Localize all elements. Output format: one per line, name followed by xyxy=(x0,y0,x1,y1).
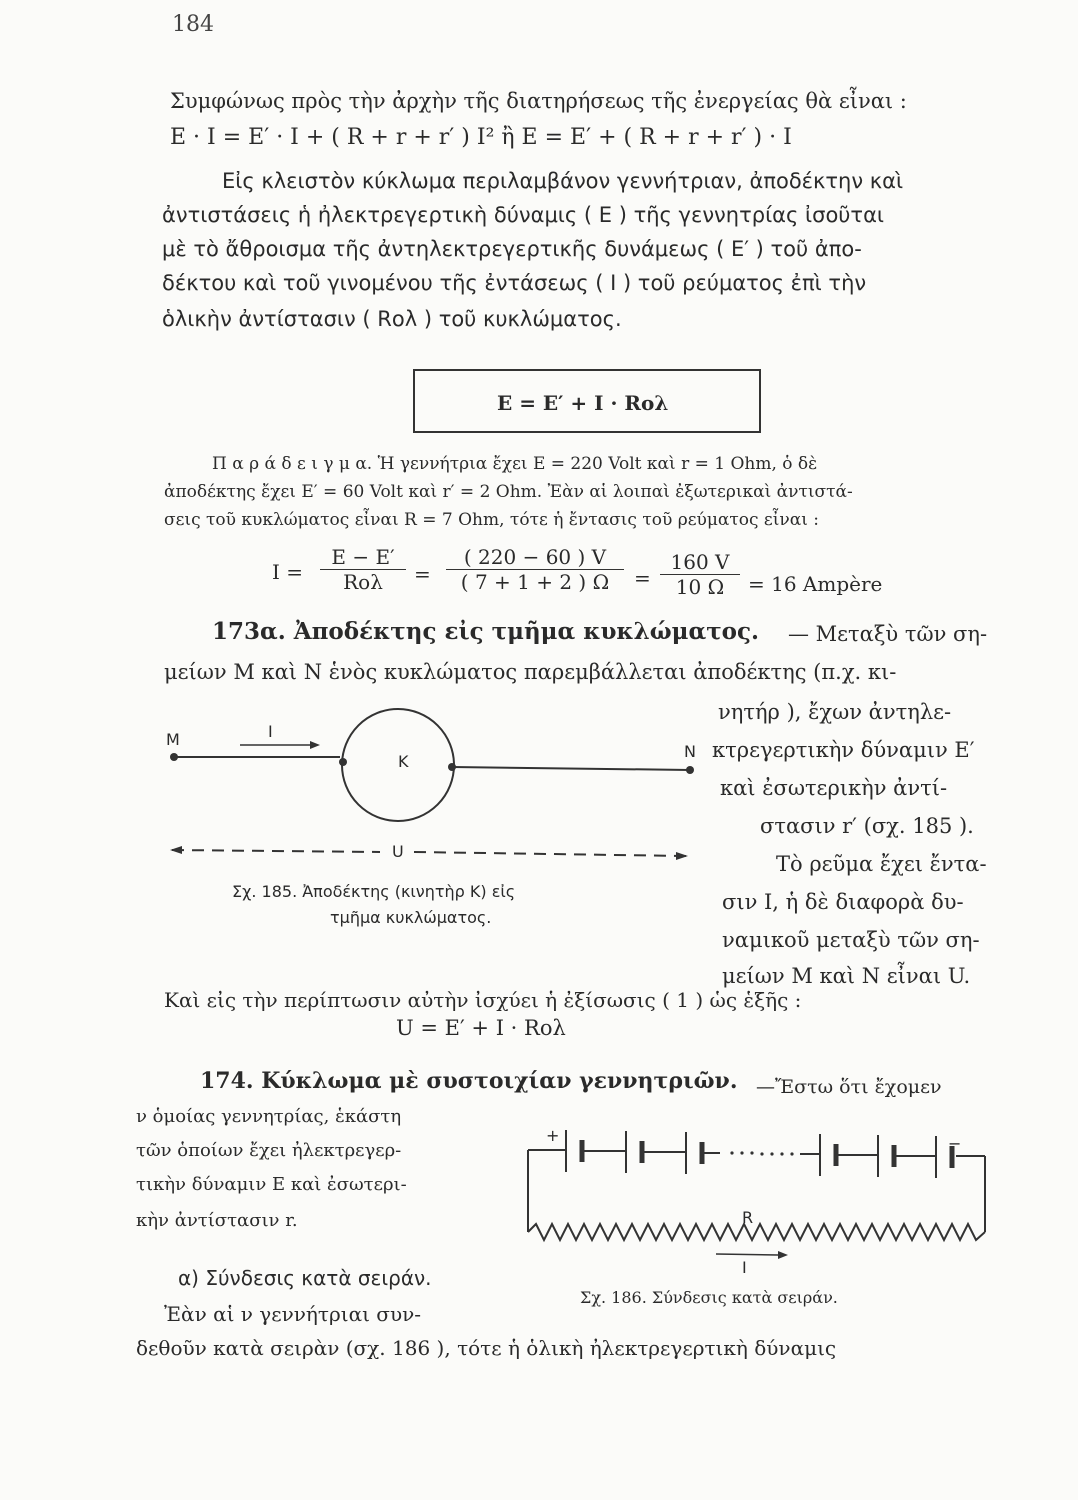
ellipsis-dot-4 xyxy=(760,1152,763,1155)
side-line-5: Τὸ ρεῦμα ἔχει ἔντα- xyxy=(776,852,987,876)
boxed-formula: E = E′ + I · Rολ xyxy=(497,391,669,415)
figure-185-label-m: M xyxy=(166,730,180,749)
section-173a-after-line: Καὶ εἰς τὴν περίπτωσιν αὐτὴν ἰσχύει ἡ ἐξίσωσις ( 1 ) ὡς ἑξῆς : xyxy=(164,988,802,1012)
intro-line: Συμφώνως πρὸς τὴν ἀρχὴν τῆς διατηρήσεως τῆς ἐνεργείας θὰ εἶναι : xyxy=(170,89,907,113)
energy-equation: E · I = E′ · I + ( R + r + r′ ) I² ἢ E = E′ + ( R + r + r′ ) · I xyxy=(170,125,792,150)
side-line-1: νητήρ ), ἔχων ἀντηλε- xyxy=(718,700,952,724)
section-174-subheading: α) Σύνδεσις κατὰ σειράν. xyxy=(178,1266,432,1290)
section-174-para-line-2: δεθοῦν κατὰ σειρὰν (σχ. 186 ), τότε ἡ ὁλικὴ ἠλεκτρεγερτικὴ δύναμις xyxy=(136,1336,837,1360)
example-line-3: σεις τοῦ κυκλώματος εἶναι R = 7 Ohm, τότε ἡ ἔντασις τοῦ ρεύματος εἶναι : xyxy=(164,510,820,530)
caption-185-line-2: τμῆμα κυκλώματος. xyxy=(330,908,492,927)
figure-185-label-k: K xyxy=(398,752,409,771)
caption-186: Σχ. 186. Σύνδεσις κατὰ σειράν. xyxy=(580,1288,838,1307)
section-173a-heading: 173α. Ἀποδέκτης εἰς τμῆμα κυκλώματος. xyxy=(212,618,760,645)
figure-186-label-plus: + xyxy=(546,1126,560,1145)
example-line-2: ἀποδέκτης ἔχει E′ = 60 Volt καὶ r′ = 2 Ohm. Ἐὰν αἱ λοιπαὶ ἐξωτερικαὶ ἀντιστά- xyxy=(164,482,853,502)
ellipsis-dot-3 xyxy=(750,1151,753,1154)
ellipsis-dot-5 xyxy=(770,1152,773,1155)
calc-fraction-1-denominator: Rολ xyxy=(343,570,383,594)
rule-line-2: ἀντιστάσεις ἡ ἠλεκτρεγερτικὴ δύναμις ( E ) τῆς γεννητρίας ἰσοῦται xyxy=(162,203,885,227)
calc-fraction-1-numerator: E − E′ xyxy=(320,545,406,570)
side-line-7: ναμικοῦ μεταξὺ τῶν ση- xyxy=(722,928,980,952)
calc-fraction-3-denominator: 10 Ω xyxy=(675,575,725,599)
rule-line-5: ὁλικὴν ἀντίστασιν ( Rολ ) τοῦ κυκλώματος. xyxy=(162,307,622,331)
section-174-heading-rest: —Ἔστω ὅτι ἔχομεν xyxy=(756,1076,942,1098)
example-line-1: Π α ρ ά δ ε ι γ μ α. Ἡ γεννήτρια ἔχει E = 220 Volt καὶ r = 1 Ohm, ὁ δὲ xyxy=(212,454,818,474)
section-173a-line-1-rest: — Μεταξὺ τῶν ση- xyxy=(788,622,988,646)
section-174-side-line-4: κὴν ἀντίστασιν r. xyxy=(136,1210,298,1231)
calc-equals-1: = xyxy=(414,562,431,586)
figure-186-label-r: R xyxy=(742,1208,754,1227)
current-arrow-186-line xyxy=(716,1254,778,1255)
calc-fraction-2-denominator: ( 7 + 1 + 2 ) Ω xyxy=(460,570,610,594)
calc-fraction-3-numerator: 160 V xyxy=(660,550,740,575)
calc-result: = 16 Ampère xyxy=(748,572,883,596)
ellipsis-dot-6 xyxy=(780,1152,783,1155)
section-174-heading: 174. Κύκλωμα μὲ συστοιχίαν γεννητριῶν. xyxy=(200,1068,738,1094)
side-line-8: μείων M καὶ N εἶναι U. xyxy=(722,964,971,988)
section-174-side-line-2: τῶν ὁποίων ἔχει ἠλεκτρεγερ- xyxy=(136,1140,402,1161)
rule-line-4: δέκτου καὶ τοῦ γινομένου τῆς ἐντάσεως ( I ) τοῦ ρεύματος ἐπὶ τὴν xyxy=(162,271,867,295)
resistor-zigzag xyxy=(528,1224,985,1240)
ellipsis-dot-7 xyxy=(790,1152,793,1155)
rule-line-3: μὲ τὸ ἄθροισμα τῆς ἀντηλεκτρεγερτικῆς δυνάμεως ( E′ ) τοῦ ἀπο- xyxy=(162,237,862,261)
section-174-para-line-1: Ἐὰν αἱ ν γεννήτριαι συν- xyxy=(164,1302,422,1326)
ellipsis-dot-2 xyxy=(740,1151,743,1154)
side-line-6: σιν I, ἡ δὲ διαφορὰ δυ- xyxy=(722,890,964,914)
figure-185-label-u: U xyxy=(392,842,404,861)
figure-185-label-n: N xyxy=(684,742,696,761)
calc-equals-2: = xyxy=(634,566,651,590)
calc-fraction-2-numerator: ( 220 − 60 ) V xyxy=(446,545,624,570)
section-174-side-line-3: τικὴν δύναμιν E καὶ ἐσωτερι- xyxy=(136,1174,407,1195)
figure-185-label-i: I xyxy=(268,722,273,741)
ellipsis-dot-1 xyxy=(730,1151,733,1154)
current-arrow-186-head xyxy=(778,1251,788,1259)
section-173a-line-2: μείων M καὶ N ἑνὸς κυκλώματος παρεμβάλλεται ἀποδέκτης (π.χ. κι- xyxy=(164,660,897,684)
section-173a-formula: U = E′ + I · Rολ xyxy=(396,1016,566,1040)
page-number: 184 xyxy=(172,12,214,37)
caption-185-line-1: Σχ. 185. Ἀποδέκτης (κινητὴρ K) εἰς xyxy=(232,882,516,901)
figure-186-label-i: I xyxy=(742,1258,747,1277)
section-174-side-line-1: ν ὁμοίας γεννητρίας, ἑκάστη xyxy=(136,1106,402,1127)
calc-lhs: I = xyxy=(272,560,304,584)
rule-line-1: Εἰς κλειστὸν κύκλωμα περιλαμβάνον γεννήτριαν, ἀποδέκτην καὶ xyxy=(222,169,904,193)
side-line-3: καὶ ἐσωτερικὴν ἀντί- xyxy=(720,776,948,800)
figure-186-label-minus: − xyxy=(948,1134,962,1153)
side-line-2: κτρεγερτικὴν δύναμιν E′ xyxy=(712,738,975,762)
side-line-4: στασιν r′ (σχ. 185 ). xyxy=(760,814,974,838)
